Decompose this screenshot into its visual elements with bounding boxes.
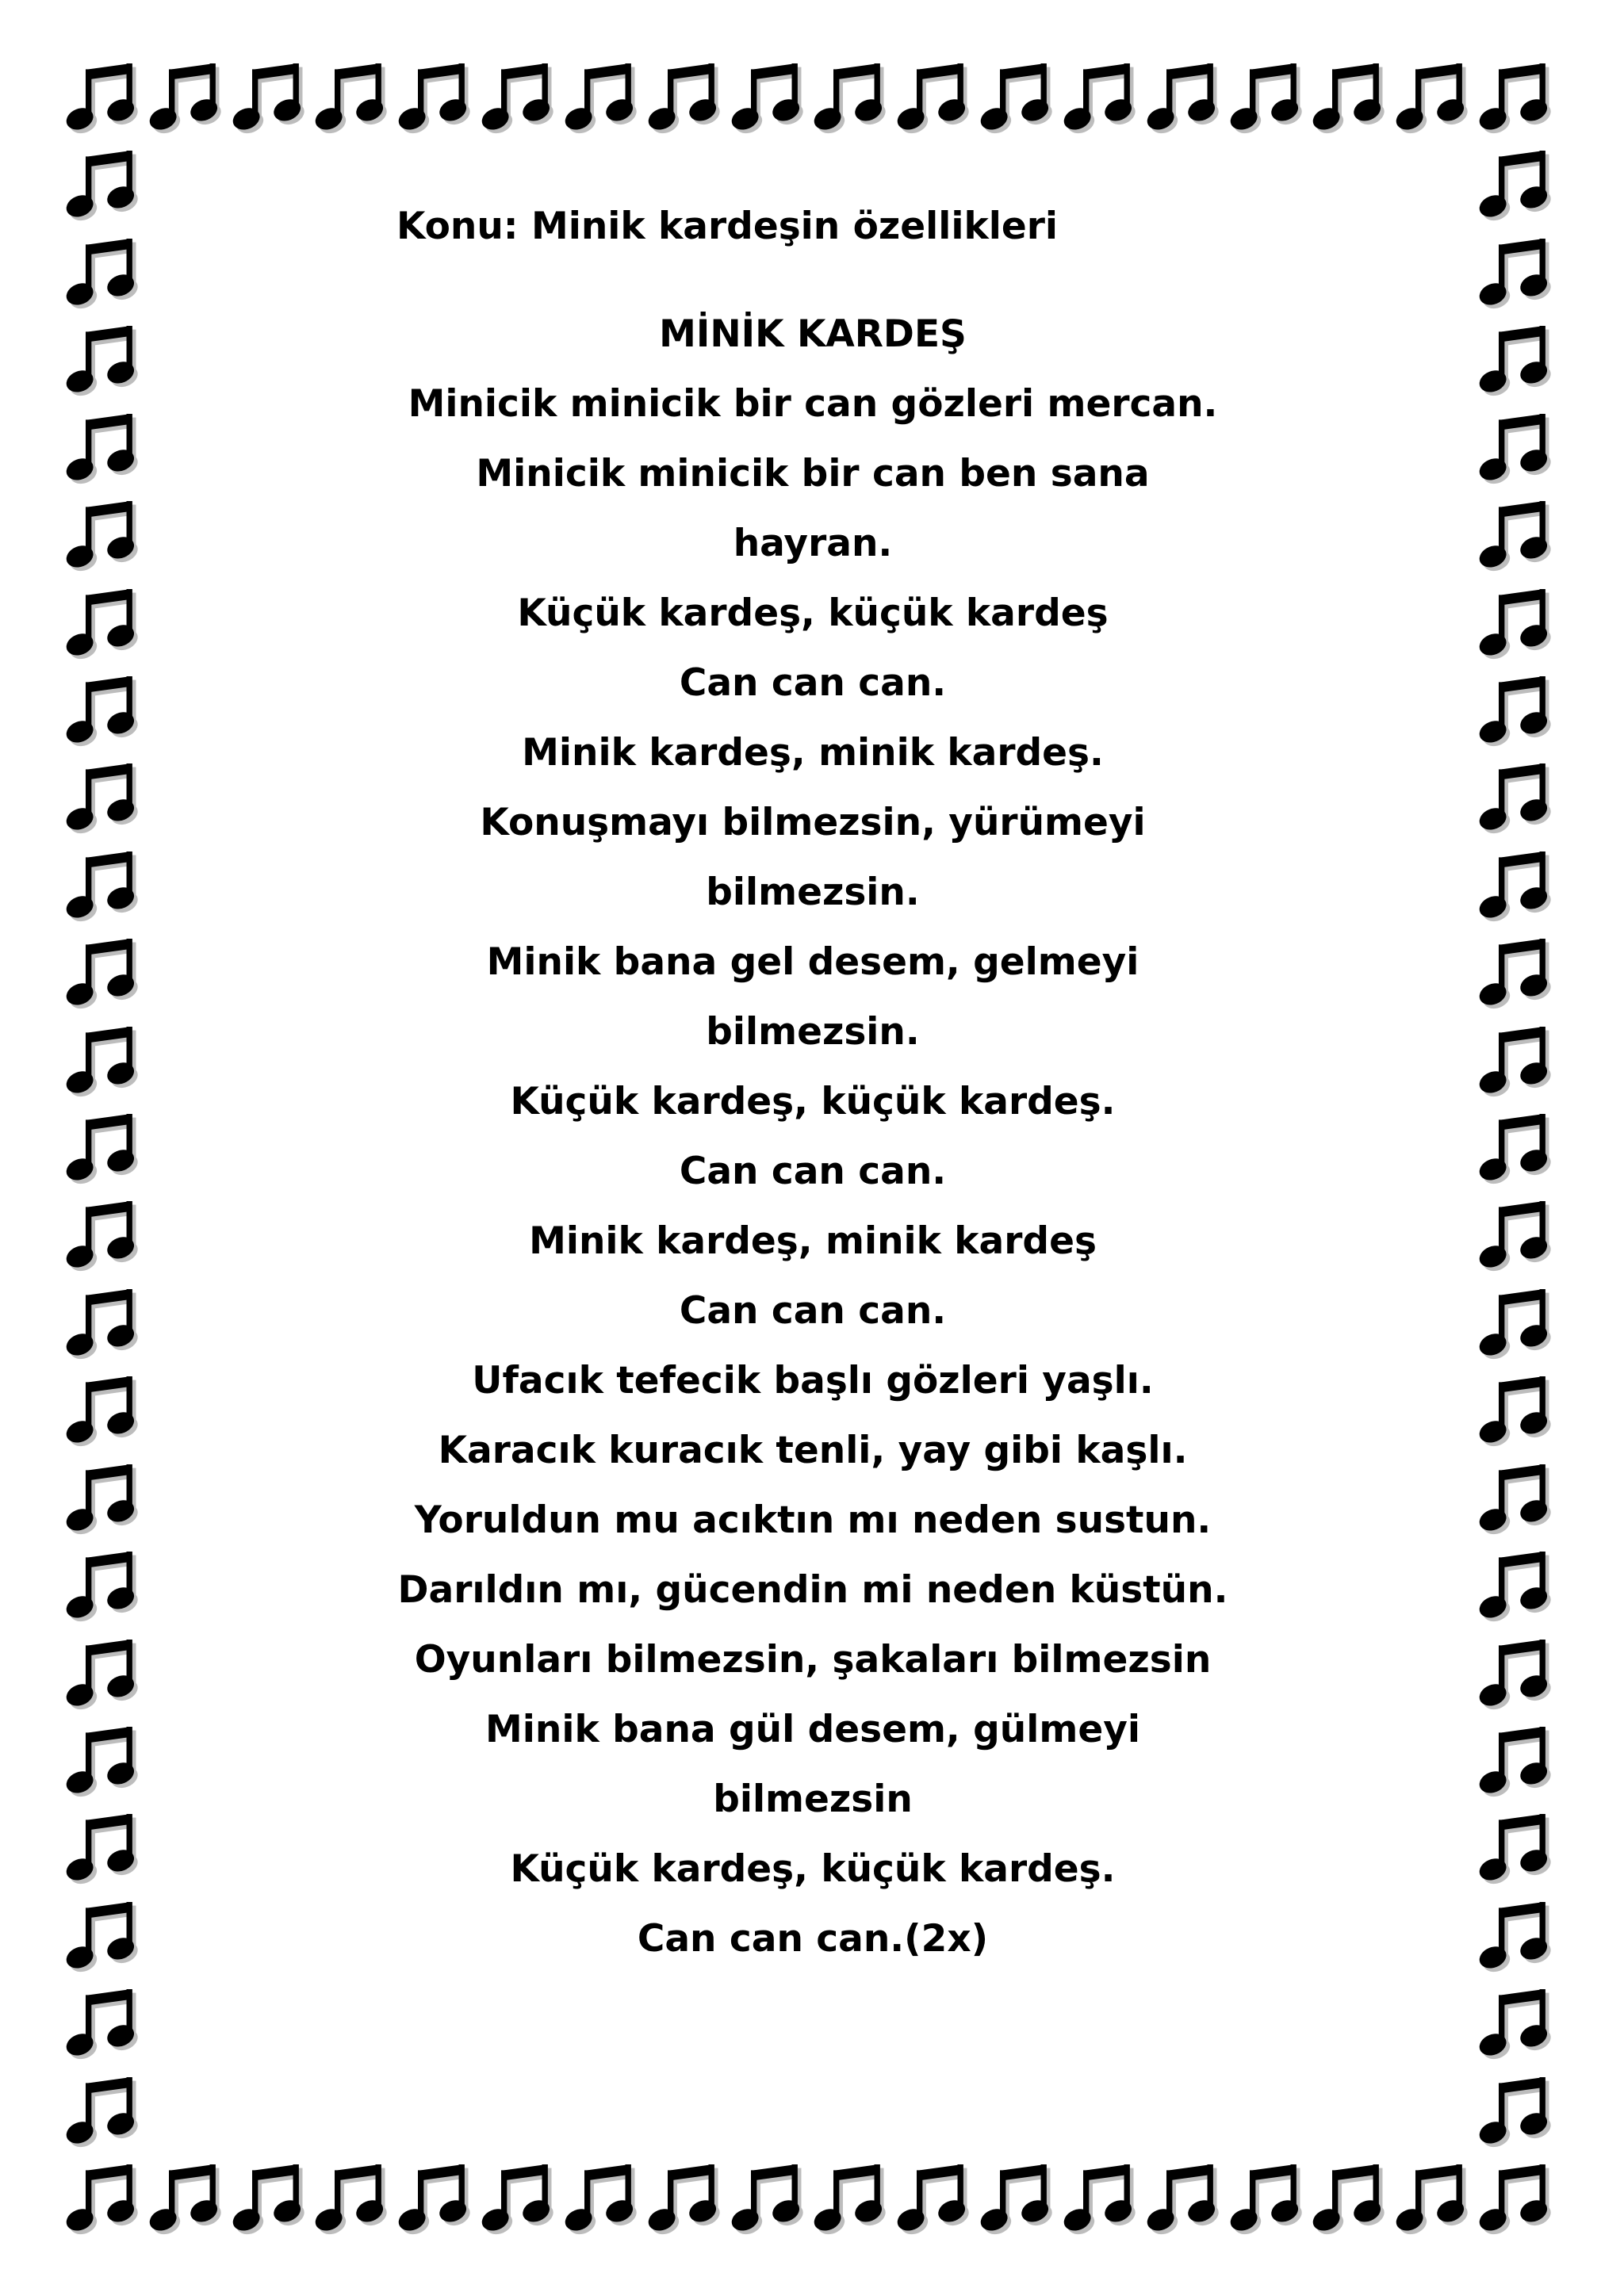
poem-line: Karacık kuracık tenli, yay gibi kaşlı. (438, 1429, 1188, 1472)
music-note-icon (63, 939, 144, 1012)
music-note-icon (63, 763, 144, 836)
music-note-icon (1477, 326, 1557, 399)
music-note-icon (562, 63, 643, 136)
music-note-icon (1477, 2077, 1557, 2150)
music-note-icon (1477, 1552, 1557, 1624)
music-note-icon (312, 2164, 393, 2237)
music-note-icon (147, 2164, 228, 2237)
music-note-icon (1477, 2164, 1557, 2237)
music-note-icon (63, 851, 144, 924)
music-note-icon (894, 2164, 975, 2237)
poem-line: Minik kardeş, minik kardeş. (522, 731, 1104, 775)
music-note-icon (729, 63, 810, 136)
poem-line: Ufacık tefecik başlı gözleri yaşlı. (472, 1359, 1154, 1402)
music-note-icon (1477, 1727, 1557, 1800)
music-note-icon (1144, 2164, 1225, 2237)
music-note-icon (1393, 2164, 1474, 2237)
music-note-icon (63, 1552, 144, 1624)
music-note-icon (63, 1201, 144, 1274)
poem-line: Oyunları bilmezsin, şakaları bilmezsin (414, 1638, 1212, 1682)
music-note-icon (1477, 239, 1557, 312)
music-note-icon (63, 501, 144, 574)
music-note-icon (1477, 501, 1557, 574)
poem-title: MİNİK KARDEŞ (659, 312, 967, 356)
poem-line: Darıldın mı, gücendin mi neden küstün. (397, 1568, 1228, 1612)
music-note-icon (63, 2164, 144, 2237)
music-note-icon (63, 1902, 144, 1975)
music-note-icon (1477, 589, 1557, 662)
music-note-icon (1477, 1289, 1557, 1362)
music-note-icon (63, 239, 144, 312)
music-note-icon (63, 2077, 144, 2150)
music-note-icon (1061, 63, 1142, 136)
music-note-icon (1477, 1464, 1557, 1537)
poem-line: Minicik minicik bir can ben sana (476, 452, 1150, 496)
music-note-icon (63, 1464, 144, 1537)
music-note-icon (729, 2164, 810, 2237)
music-note-icon (1228, 2164, 1308, 2237)
poem (396, 300, 1229, 1974)
music-note-icon (811, 2164, 892, 2237)
music-note-icon (1477, 1114, 1557, 1187)
poem-line: Minicik minicik bir can gözleri mercan. (408, 382, 1218, 426)
music-note-icon (63, 676, 144, 749)
poem-line: bilmezsin. (706, 1010, 920, 1054)
music-note-icon (63, 1376, 144, 1449)
poem-line: Küçük kardeş, küçük kardeş (517, 591, 1109, 635)
music-note-icon (894, 63, 975, 136)
poem-line: Minik kardeş, minik kardeş (529, 1219, 1097, 1263)
music-note-icon (1477, 151, 1557, 224)
music-note-icon (396, 2164, 477, 2237)
music-note-icon (562, 2164, 643, 2237)
poem-line: Küçük kardeş, küçük kardeş. (510, 1847, 1116, 1891)
music-note-icon (978, 63, 1059, 136)
music-note-icon (645, 63, 726, 136)
music-note-icon (63, 1114, 144, 1187)
poem-line: bilmezsin. (706, 871, 920, 914)
music-note-icon (1061, 2164, 1142, 2237)
music-note-icon (230, 63, 311, 136)
music-note-icon (645, 2164, 726, 2237)
music-note-icon (1477, 763, 1557, 836)
music-note-icon (1477, 1902, 1557, 1975)
poem-line: Can can can.(2x) (637, 1917, 989, 1961)
music-note-icon (63, 414, 144, 487)
music-note-icon (1144, 63, 1225, 136)
music-note-icon (1228, 63, 1308, 136)
music-note-icon (1477, 1640, 1557, 1712)
music-note-icon (811, 63, 892, 136)
poem-line: Can can can. (679, 1289, 947, 1333)
music-note-icon (479, 2164, 560, 2237)
poem-line: hayran. (733, 522, 893, 565)
subject-line: Konu: Minik kardeşin özellikleri (396, 205, 1058, 248)
music-note-icon (63, 589, 144, 662)
poem-line: Can can can. (679, 1150, 947, 1193)
poem-line: bilmezsin (713, 1777, 913, 1821)
music-note-icon (63, 326, 144, 399)
music-note-icon (63, 1989, 144, 2062)
music-note-icon (1477, 414, 1557, 487)
music-note-icon (978, 2164, 1059, 2237)
music-note-icon (1477, 63, 1557, 136)
music-note-icon (1477, 851, 1557, 924)
poem-line: Konuşmayı bilmezsin, yürümeyi (480, 801, 1146, 844)
music-note-icon (1477, 1201, 1557, 1274)
music-note-icon (1477, 1027, 1557, 1100)
music-note-icon (63, 1814, 144, 1887)
music-note-icon (1477, 939, 1557, 1012)
music-note-icon (63, 63, 144, 136)
music-note-icon (147, 63, 228, 136)
music-note-icon (63, 1640, 144, 1712)
music-note-icon (63, 1727, 144, 1800)
music-note-icon (312, 63, 393, 136)
music-note-icon (396, 63, 477, 136)
music-note-icon (63, 1027, 144, 1100)
music-note-icon (1477, 1376, 1557, 1449)
music-note-icon (63, 1289, 144, 1362)
music-note-icon (1477, 676, 1557, 749)
music-note-icon (479, 63, 560, 136)
music-note-icon (63, 151, 144, 224)
music-note-icon (1310, 2164, 1391, 2237)
poem-line: Can can can. (679, 661, 947, 705)
music-note-icon (230, 2164, 311, 2237)
music-note-icon (1310, 63, 1391, 136)
music-note-icon (1477, 1989, 1557, 2062)
music-note-icon (1393, 63, 1474, 136)
poem-line: Küçük kardeş, küçük kardeş. (510, 1080, 1116, 1123)
poem-line: Minik bana gel desem, gelmeyi (486, 940, 1139, 984)
music-note-icon (1477, 1814, 1557, 1887)
poem-line: Yoruldun mu acıktın mı neden sustun. (414, 1498, 1212, 1542)
poem-line: Minik bana gül desem, gülmeyi (485, 1708, 1140, 1751)
